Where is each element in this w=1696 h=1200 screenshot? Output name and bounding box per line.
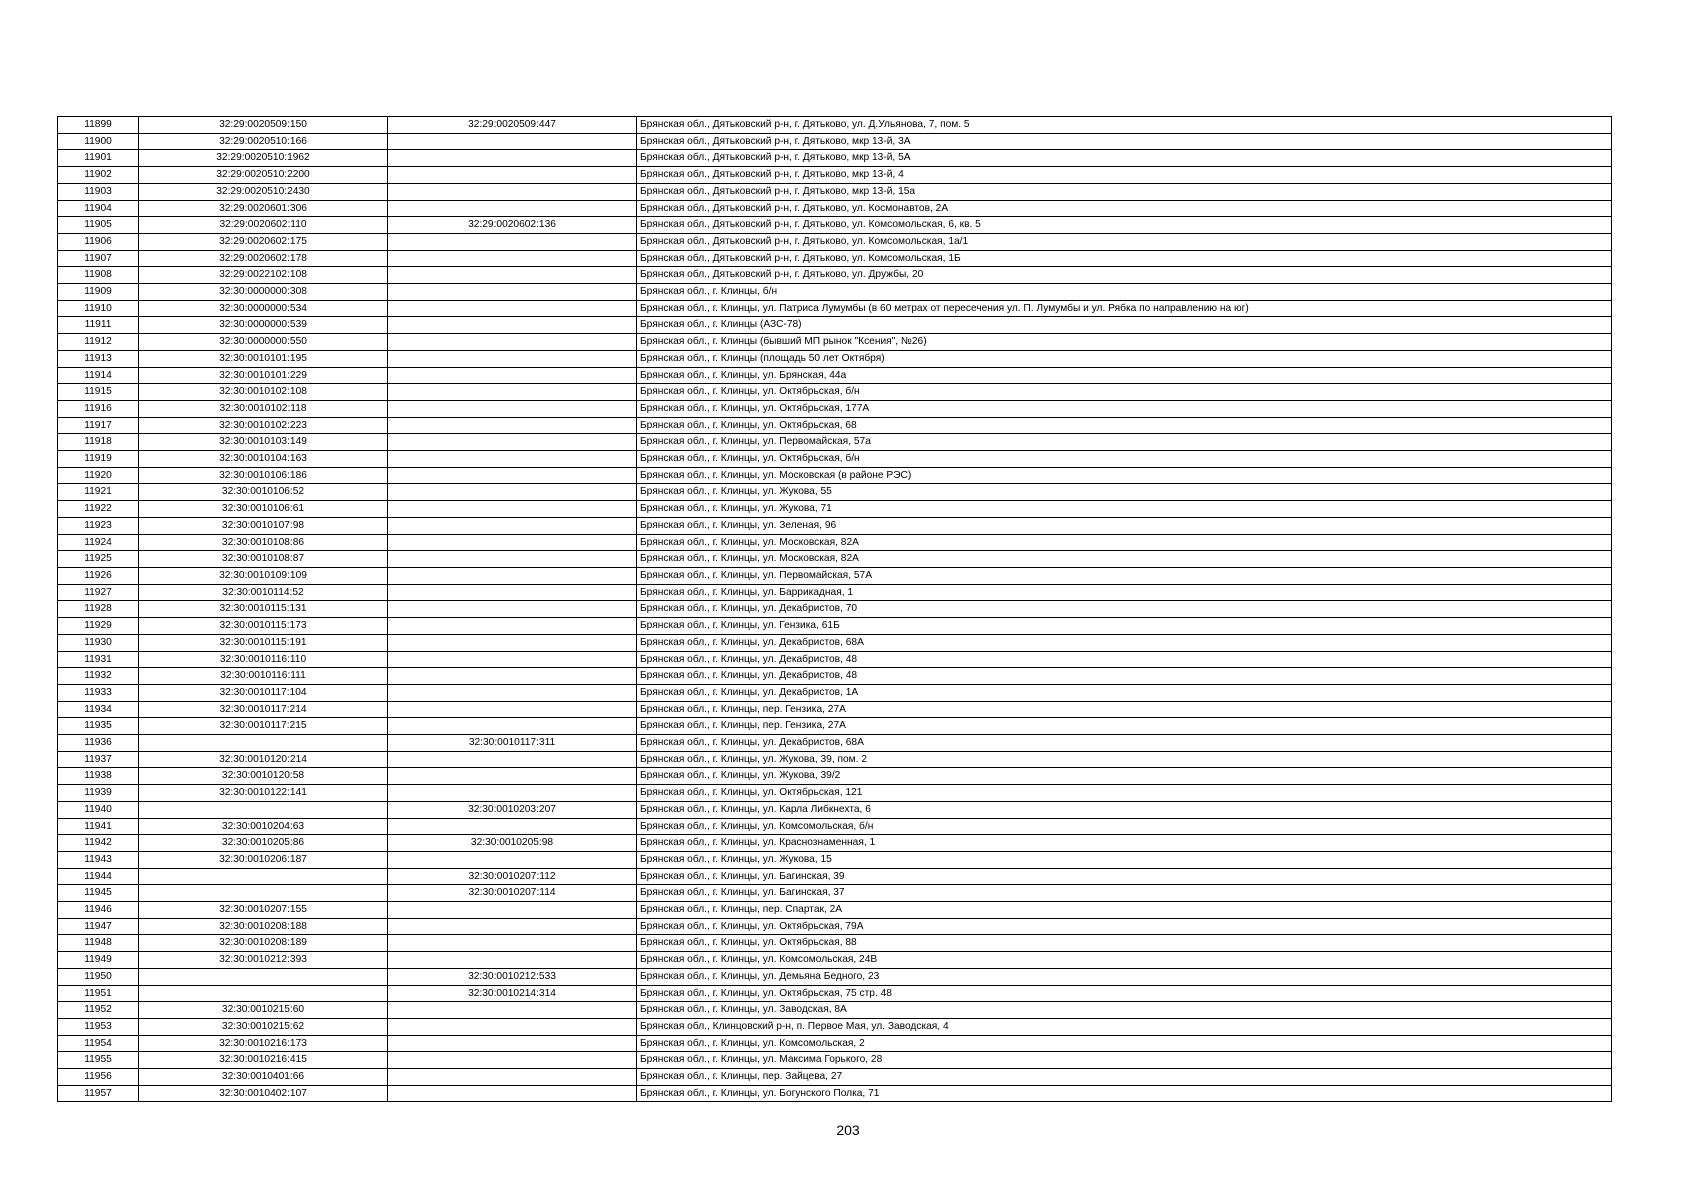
related-cadastral-number-cell xyxy=(388,952,637,969)
row-number-cell: 11927 xyxy=(58,584,139,601)
cadastral-number-cell: 32:29:0020510:2200 xyxy=(139,167,388,184)
cadastral-number-cell xyxy=(139,868,388,885)
table-row xyxy=(58,801,1612,818)
table-row xyxy=(58,534,1612,551)
address-cell: Брянская обл., г. Клинцы, ул. Октябрьская, 88 xyxy=(637,935,1612,952)
related-cadastral-number-cell xyxy=(388,701,637,718)
cadastral-number-cell: 32:30:0010106:186 xyxy=(139,467,388,484)
table-row xyxy=(58,567,1612,584)
address-cell: Брянская обл., г. Клинцы, ул. Октябрьская, 75 стр. 48 xyxy=(637,985,1612,1002)
address-cell: Брянская обл., Дятьковский р-н, г. Дятьково, ул. Дружбы, 20 xyxy=(637,267,1612,284)
address-cell: Брянская обл., Дятьковский р-н, г. Дятьково, ул. Д.Ульянова, 7, пом. 5 xyxy=(637,117,1612,134)
related-cadastral-number-cell: 32:30:0010117:311 xyxy=(388,735,637,752)
row-number-cell: 11940 xyxy=(58,801,139,818)
table-row xyxy=(58,751,1612,768)
table-row xyxy=(58,217,1612,234)
related-cadastral-number-cell: 32:30:0010205:98 xyxy=(388,835,637,852)
table-row xyxy=(58,467,1612,484)
address-cell: Брянская обл., Дятьковский р-н, г. Дятьково, мкр 13-й, 5А xyxy=(637,150,1612,167)
address-cell: Брянская обл., Дятьковский р-н, г. Дятьково, ул. Космонавтов, 2А xyxy=(637,200,1612,217)
address-cell: Брянская обл., г. Клинцы, ул. Карла Либкнехта, 6 xyxy=(637,801,1612,818)
table-row xyxy=(58,651,1612,668)
related-cadastral-number-cell xyxy=(388,634,637,651)
related-cadastral-number-cell: 32:30:0010214:314 xyxy=(388,985,637,1002)
related-cadastral-number-cell xyxy=(388,317,637,334)
cadastral-number-cell: 32:30:0010208:188 xyxy=(139,918,388,935)
related-cadastral-number-cell xyxy=(388,935,637,952)
address-cell: Брянская обл., г. Клинцы, ул. Первомайская, 57А xyxy=(637,567,1612,584)
table-row xyxy=(58,818,1612,835)
address-cell: Брянская обл., г. Клинцы, ул. Декабристов, 48 xyxy=(637,668,1612,685)
cadastral-number-cell: 32:30:0010115:173 xyxy=(139,618,388,635)
related-cadastral-number-cell xyxy=(388,718,637,735)
table-row xyxy=(58,167,1612,184)
cadastral-number-cell: 32:30:0010106:52 xyxy=(139,484,388,501)
row-number-cell: 11909 xyxy=(58,284,139,301)
table-row xyxy=(58,618,1612,635)
row-number-cell: 11945 xyxy=(58,885,139,902)
related-cadastral-number-cell xyxy=(388,1035,637,1052)
table-row xyxy=(58,334,1612,351)
row-number-cell: 11912 xyxy=(58,334,139,351)
table-row xyxy=(58,1085,1612,1102)
address-cell: Брянская обл., г. Клинцы, ул. Жукова, 55 xyxy=(637,484,1612,501)
table-row xyxy=(58,300,1612,317)
address-cell: Брянская обл., г. Клинцы (площадь 50 лет Октября) xyxy=(637,350,1612,367)
row-number-cell: 11900 xyxy=(58,133,139,150)
cadastral-number-cell: 32:30:0010120:214 xyxy=(139,751,388,768)
table-row xyxy=(58,350,1612,367)
table-row xyxy=(58,267,1612,284)
row-number-cell: 11936 xyxy=(58,735,139,752)
address-cell: Брянская обл., г. Клинцы, ул. Московская, 82А xyxy=(637,534,1612,551)
address-cell: Брянская обл., Дятьковский р-н, г. Дятьково, ул. Комсомольская, 1Б xyxy=(637,250,1612,267)
related-cadastral-number-cell xyxy=(388,1069,637,1086)
cadastral-number-cell: 32:30:0010106:61 xyxy=(139,501,388,518)
row-number-cell: 11941 xyxy=(58,818,139,835)
address-cell: Брянская обл., г. Клинцы, пер. Гензика, 27А xyxy=(637,701,1612,718)
address-cell: Брянская обл., г. Клинцы, ул. Московская (в районе РЭС) xyxy=(637,467,1612,484)
related-cadastral-number-cell xyxy=(388,501,637,518)
table-row xyxy=(58,885,1612,902)
table-row xyxy=(58,985,1612,1002)
table-row xyxy=(58,150,1612,167)
related-cadastral-number-cell xyxy=(388,1002,637,1019)
address-cell: Брянская обл., г. Клинцы, ул. Краснознаменная, 1 xyxy=(637,835,1612,852)
row-number-cell: 11903 xyxy=(58,183,139,200)
cadastral-number-cell: 32:30:0000000:550 xyxy=(139,334,388,351)
address-cell: Брянская обл., г. Клинцы, пер. Спартак, 2А xyxy=(637,902,1612,919)
row-number-cell: 11913 xyxy=(58,350,139,367)
row-number-cell: 11918 xyxy=(58,434,139,451)
cadastral-number-cell: 32:30:0010117:104 xyxy=(139,684,388,701)
cadastral-number-cell: 32:30:0010101:195 xyxy=(139,350,388,367)
related-cadastral-number-cell xyxy=(388,785,637,802)
table-row xyxy=(58,250,1612,267)
address-cell: Брянская обл., г. Клинцы, ул. Багинская, 37 xyxy=(637,885,1612,902)
row-number-cell: 11952 xyxy=(58,1002,139,1019)
related-cadastral-number-cell xyxy=(388,233,637,250)
row-number-cell: 11932 xyxy=(58,668,139,685)
address-cell: Брянская обл., г. Клинцы, ул. Патриса Лумумбы (в 60 метрах от пересечения ул. П. Лумумбы и ул. Рябка по направлению на юг) xyxy=(637,300,1612,317)
cadastral-number-cell: 32:29:0020602:178 xyxy=(139,250,388,267)
row-number-cell: 11929 xyxy=(58,618,139,635)
row-number-cell: 11924 xyxy=(58,534,139,551)
cadastral-number-cell: 32:30:0010205:86 xyxy=(139,835,388,852)
table-row xyxy=(58,517,1612,534)
row-number-cell: 11953 xyxy=(58,1018,139,1035)
related-cadastral-number-cell xyxy=(388,367,637,384)
address-cell: Брянская обл., г. Клинцы, ул. Комсомольская, 2 xyxy=(637,1035,1612,1052)
row-number-cell: 11938 xyxy=(58,768,139,785)
row-number-cell: 11956 xyxy=(58,1069,139,1086)
table-row xyxy=(58,918,1612,935)
cadastral-number-cell: 32:29:0020601:306 xyxy=(139,200,388,217)
cadastral-number-cell: 32:30:0010207:155 xyxy=(139,902,388,919)
cadastral-number-cell: 32:30:0010102:118 xyxy=(139,400,388,417)
related-cadastral-number-cell xyxy=(388,434,637,451)
address-cell: Брянская обл., г. Клинцы, пер. Зайцева, 27 xyxy=(637,1069,1612,1086)
row-number-cell: 11905 xyxy=(58,217,139,234)
table-row xyxy=(58,952,1612,969)
table-row xyxy=(58,684,1612,701)
address-cell: Брянская обл., г. Клинцы, ул. Богунского Полка, 71 xyxy=(637,1085,1612,1102)
cadastral-number-cell: 32:30:0010104:163 xyxy=(139,451,388,468)
page-number: 203 xyxy=(836,1122,860,1138)
address-cell: Брянская обл., Дятьковский р-н, г. Дятьково, ул. Комсомольская, 6, кв. 5 xyxy=(637,217,1612,234)
related-cadastral-number-cell xyxy=(388,284,637,301)
cadastral-number-cell: 32:30:0010108:87 xyxy=(139,551,388,568)
related-cadastral-number-cell xyxy=(388,484,637,501)
table-row xyxy=(58,417,1612,434)
address-cell: Брянская обл., г. Клинцы, ул. Декабристов, 68А xyxy=(637,634,1612,651)
related-cadastral-number-cell: 32:29:0020602:136 xyxy=(388,217,637,234)
cadastral-number-cell xyxy=(139,801,388,818)
table-row xyxy=(58,133,1612,150)
table-row xyxy=(58,735,1612,752)
address-cell: Брянская обл., Дятьковский р-н, г. Дятьково, ул. Комсомольская, 1а/1 xyxy=(637,233,1612,250)
related-cadastral-number-cell: 32:30:0010203:207 xyxy=(388,801,637,818)
related-cadastral-number-cell xyxy=(388,400,637,417)
row-number-cell: 11922 xyxy=(58,501,139,518)
address-cell: Брянская обл., г. Клинцы, ул. Баррикадная, 1 xyxy=(637,584,1612,601)
row-number-cell: 11948 xyxy=(58,935,139,952)
table-row xyxy=(58,668,1612,685)
address-cell: Брянская обл., Клинцовский р-н, п. Первое Мая, ул. Заводская, 4 xyxy=(637,1018,1612,1035)
registry-table xyxy=(57,116,1612,1102)
table-row xyxy=(58,1035,1612,1052)
related-cadastral-number-cell xyxy=(388,851,637,868)
related-cadastral-number-cell xyxy=(388,818,637,835)
table-row xyxy=(58,835,1612,852)
related-cadastral-number-cell xyxy=(388,451,637,468)
row-number-cell: 11954 xyxy=(58,1035,139,1052)
row-number-cell: 11955 xyxy=(58,1052,139,1069)
row-number-cell: 11906 xyxy=(58,233,139,250)
registry-table-body xyxy=(58,117,1612,1102)
row-number-cell: 11926 xyxy=(58,567,139,584)
row-number-cell: 11911 xyxy=(58,317,139,334)
address-cell: Брянская обл., г. Клинцы, ул. Октябрьская, б/н xyxy=(637,451,1612,468)
related-cadastral-number-cell xyxy=(388,183,637,200)
row-number-cell: 11914 xyxy=(58,367,139,384)
row-number-cell: 11901 xyxy=(58,150,139,167)
cadastral-number-cell: 32:30:0010401:66 xyxy=(139,1069,388,1086)
cadastral-number-cell: 32:29:0022102:108 xyxy=(139,267,388,284)
cadastral-number-cell: 32:30:0010116:110 xyxy=(139,651,388,668)
table-row xyxy=(58,200,1612,217)
table-row xyxy=(58,484,1612,501)
related-cadastral-number-cell xyxy=(388,651,637,668)
row-number-cell: 11934 xyxy=(58,701,139,718)
table-row xyxy=(58,1002,1612,1019)
cadastral-number-cell: 32:30:0010120:58 xyxy=(139,768,388,785)
address-cell: Брянская обл., г. Клинцы, ул. Октябрьская, 177А xyxy=(637,400,1612,417)
related-cadastral-number-cell xyxy=(388,534,637,551)
cadastral-number-cell: 32:30:0000000:308 xyxy=(139,284,388,301)
related-cadastral-number-cell xyxy=(388,200,637,217)
cadastral-number-cell: 32:30:0010115:131 xyxy=(139,601,388,618)
row-number-cell: 11925 xyxy=(58,551,139,568)
related-cadastral-number-cell xyxy=(388,350,637,367)
table-row xyxy=(58,434,1612,451)
table-row xyxy=(58,551,1612,568)
address-cell: Брянская обл., г. Клинцы, ул. Декабристов, 70 xyxy=(637,601,1612,618)
row-number-cell: 11944 xyxy=(58,868,139,885)
table-row xyxy=(58,851,1612,868)
row-number-cell: 11946 xyxy=(58,902,139,919)
row-number-cell: 11908 xyxy=(58,267,139,284)
related-cadastral-number-cell xyxy=(388,1018,637,1035)
related-cadastral-number-cell xyxy=(388,1052,637,1069)
related-cadastral-number-cell xyxy=(388,918,637,935)
cadastral-number-cell: 32:29:0020602:175 xyxy=(139,233,388,250)
related-cadastral-number-cell: 32:29:0020509:447 xyxy=(388,117,637,134)
related-cadastral-number-cell xyxy=(388,467,637,484)
cadastral-number-cell: 32:29:0020510:2430 xyxy=(139,183,388,200)
table-row xyxy=(58,183,1612,200)
related-cadastral-number-cell xyxy=(388,517,637,534)
related-cadastral-number-cell xyxy=(388,384,637,401)
address-cell: Брянская обл., г. Клинцы, ул. Октябрьская, 68 xyxy=(637,417,1612,434)
cadastral-number-cell: 32:30:0010402:107 xyxy=(139,1085,388,1102)
row-number-cell: 11950 xyxy=(58,968,139,985)
cadastral-number-cell: 32:30:0010101:229 xyxy=(139,367,388,384)
address-cell: Брянская обл., г. Клинцы (бывший МП рынок "Ксения", №26) xyxy=(637,334,1612,351)
address-cell: Брянская обл., г. Клинцы, ул. Брянская, 44а xyxy=(637,367,1612,384)
cadastral-number-cell: 32:29:0020510:166 xyxy=(139,133,388,150)
row-number-cell: 11907 xyxy=(58,250,139,267)
table-row xyxy=(58,451,1612,468)
table-row xyxy=(58,785,1612,802)
table-row xyxy=(58,935,1612,952)
address-cell: Брянская обл., г. Клинцы, ул. Первомайская, 57а xyxy=(637,434,1612,451)
row-number-cell: 11939 xyxy=(58,785,139,802)
address-cell: Брянская обл., Дятьковский р-н, г. Дятьково, мкр 13-й, 15а xyxy=(637,183,1612,200)
cadastral-number-cell xyxy=(139,735,388,752)
row-number-cell: 11916 xyxy=(58,400,139,417)
related-cadastral-number-cell xyxy=(388,684,637,701)
table-row xyxy=(58,384,1612,401)
row-number-cell: 11921 xyxy=(58,484,139,501)
table-row xyxy=(58,400,1612,417)
row-number-cell: 11920 xyxy=(58,467,139,484)
cadastral-number-cell: 32:30:0010114:52 xyxy=(139,584,388,601)
cadastral-number-cell: 32:30:0010204:63 xyxy=(139,818,388,835)
address-cell: Брянская обл., Дятьковский р-н, г. Дятьково, мкр 13-й, 4 xyxy=(637,167,1612,184)
related-cadastral-number-cell xyxy=(388,601,637,618)
cadastral-number-cell xyxy=(139,885,388,902)
row-number-cell: 11933 xyxy=(58,684,139,701)
address-cell: Брянская обл., г. Клинцы, ул. Комсомольская, 24В xyxy=(637,952,1612,969)
related-cadastral-number-cell xyxy=(388,267,637,284)
table-row xyxy=(58,1018,1612,1035)
table-row xyxy=(58,768,1612,785)
address-cell: Брянская обл., г. Клинцы, ул. Жукова, 39/2 xyxy=(637,768,1612,785)
cadastral-number-cell: 32:29:0020510:1962 xyxy=(139,150,388,167)
table-row xyxy=(58,902,1612,919)
row-number-cell: 11902 xyxy=(58,167,139,184)
related-cadastral-number-cell xyxy=(388,751,637,768)
table-row xyxy=(58,501,1612,518)
address-cell: Брянская обл., г. Клинцы, ул. Декабристов, 48 xyxy=(637,651,1612,668)
row-number-cell: 11943 xyxy=(58,851,139,868)
cadastral-number-cell: 32:29:0020602:110 xyxy=(139,217,388,234)
row-number-cell: 11942 xyxy=(58,835,139,852)
table-row xyxy=(58,634,1612,651)
row-number-cell: 11917 xyxy=(58,417,139,434)
related-cadastral-number-cell: 32:30:0010212:533 xyxy=(388,968,637,985)
related-cadastral-number-cell xyxy=(388,300,637,317)
address-cell: Брянская обл., г. Клинцы, ул. Октябрьская, б/н xyxy=(637,384,1612,401)
cadastral-number-cell: 32:29:0020509:150 xyxy=(139,117,388,134)
cadastral-number-cell: 32:30:0010108:86 xyxy=(139,534,388,551)
table-row xyxy=(58,1052,1612,1069)
cadastral-number-cell xyxy=(139,985,388,1002)
row-number-cell: 11937 xyxy=(58,751,139,768)
cadastral-number-cell: 32:30:0010117:215 xyxy=(139,718,388,735)
table-row xyxy=(58,868,1612,885)
table-row xyxy=(58,584,1612,601)
cadastral-number-cell: 32:30:0010109:109 xyxy=(139,567,388,584)
related-cadastral-number-cell xyxy=(388,167,637,184)
address-cell: Брянская обл., г. Клинцы, ул. Жукова, 71 xyxy=(637,501,1612,518)
table-row xyxy=(58,117,1612,134)
row-number-cell: 11923 xyxy=(58,517,139,534)
row-number-cell: 11949 xyxy=(58,952,139,969)
related-cadastral-number-cell xyxy=(388,334,637,351)
address-cell: Брянская обл., г. Клинцы, ул. Жукова, 39, пом. 2 xyxy=(637,751,1612,768)
row-number-cell: 11930 xyxy=(58,634,139,651)
row-number-cell: 11957 xyxy=(58,1085,139,1102)
cadastral-number-cell: 32:30:0010206:187 xyxy=(139,851,388,868)
related-cadastral-number-cell: 32:30:0010207:114 xyxy=(388,885,637,902)
address-cell: Брянская обл., г. Клинцы, ул. Московская, 82А xyxy=(637,551,1612,568)
related-cadastral-number-cell xyxy=(388,567,637,584)
cadastral-number-cell: 32:30:0010215:62 xyxy=(139,1018,388,1035)
cadastral-number-cell: 32:30:0010208:189 xyxy=(139,935,388,952)
cadastral-number-cell: 32:30:0010215:60 xyxy=(139,1002,388,1019)
address-cell: Брянская обл., г. Клинцы, ул. Октябрьская, 121 xyxy=(637,785,1612,802)
related-cadastral-number-cell xyxy=(388,902,637,919)
address-cell: Брянская обл., г. Клинцы, ул. Максима Горького, 28 xyxy=(637,1052,1612,1069)
address-cell: Брянская обл., г. Клинцы, ул. Комсомольская, б/н xyxy=(637,818,1612,835)
related-cadastral-number-cell xyxy=(388,551,637,568)
table-row xyxy=(58,701,1612,718)
address-cell: Брянская обл., г. Клинцы, б/н xyxy=(637,284,1612,301)
table-row xyxy=(58,718,1612,735)
related-cadastral-number-cell xyxy=(388,668,637,685)
row-number-cell: 11928 xyxy=(58,601,139,618)
address-cell: Брянская обл., г. Клинцы, ул. Декабристов, 68А xyxy=(637,735,1612,752)
related-cadastral-number-cell xyxy=(388,417,637,434)
address-cell: Брянская обл., г. Клинцы, ул. Зеленая, 96 xyxy=(637,517,1612,534)
cadastral-number-cell: 32:30:0000000:534 xyxy=(139,300,388,317)
address-cell: Брянская обл., г. Клинцы, ул. Жукова, 15 xyxy=(637,851,1612,868)
address-cell: Брянская обл., г. Клинцы, ул. Заводская, 8А xyxy=(637,1002,1612,1019)
related-cadastral-number-cell: 32:30:0010207:112 xyxy=(388,868,637,885)
cadastral-number-cell: 32:30:0010212:393 xyxy=(139,952,388,969)
address-cell: Брянская обл., г. Клинцы, ул. Гензика, 61Б xyxy=(637,618,1612,635)
address-cell: Брянская обл., г. Клинцы, ул. Октябрьская, 79А xyxy=(637,918,1612,935)
cadastral-number-cell: 32:30:0010116:111 xyxy=(139,668,388,685)
row-number-cell: 11931 xyxy=(58,651,139,668)
row-number-cell: 11899 xyxy=(58,117,139,134)
cadastral-number-cell: 32:30:0010216:415 xyxy=(139,1052,388,1069)
address-cell: Брянская обл., Дятьковский р-н, г. Дятьково, мкр 13-й, 3А xyxy=(637,133,1612,150)
row-number-cell: 11915 xyxy=(58,384,139,401)
related-cadastral-number-cell xyxy=(388,250,637,267)
cadastral-number-cell: 32:30:0010102:223 xyxy=(139,417,388,434)
address-cell: Брянская обл., г. Клинцы, ул. Багинская, 39 xyxy=(637,868,1612,885)
cadastral-number-cell: 32:30:0010122:141 xyxy=(139,785,388,802)
address-cell: Брянская обл., г. Клинцы, ул. Демьяна Бедного, 23 xyxy=(637,968,1612,985)
related-cadastral-number-cell xyxy=(388,1085,637,1102)
row-number-cell: 11951 xyxy=(58,985,139,1002)
cadastral-number-cell: 32:30:0000000:539 xyxy=(139,317,388,334)
table-row xyxy=(58,233,1612,250)
address-cell: Брянская обл., г. Клинцы (АЗС-78) xyxy=(637,317,1612,334)
address-cell: Брянская обл., г. Клинцы, ул. Декабристов, 1А xyxy=(637,684,1612,701)
table-row xyxy=(58,968,1612,985)
row-number-cell: 11935 xyxy=(58,718,139,735)
related-cadastral-number-cell xyxy=(388,618,637,635)
cadastral-number-cell: 32:30:0010216:173 xyxy=(139,1035,388,1052)
table-row xyxy=(58,317,1612,334)
row-number-cell: 11947 xyxy=(58,918,139,935)
address-cell: Брянская обл., г. Клинцы, пер. Гензика, 27А xyxy=(637,718,1612,735)
cadastral-number-cell: 32:30:0010117:214 xyxy=(139,701,388,718)
table-row xyxy=(58,284,1612,301)
cadastral-number-cell xyxy=(139,968,388,985)
cadastral-number-cell: 32:30:0010115:191 xyxy=(139,634,388,651)
cadastral-number-cell: 32:30:0010102:108 xyxy=(139,384,388,401)
cadastral-number-cell: 32:30:0010107:98 xyxy=(139,517,388,534)
related-cadastral-number-cell xyxy=(388,150,637,167)
table-row xyxy=(58,601,1612,618)
table-row xyxy=(58,1069,1612,1086)
row-number-cell: 11910 xyxy=(58,300,139,317)
related-cadastral-number-cell xyxy=(388,768,637,785)
related-cadastral-number-cell xyxy=(388,133,637,150)
table-row xyxy=(58,367,1612,384)
row-number-cell: 11919 xyxy=(58,451,139,468)
cadastral-number-cell: 32:30:0010103:149 xyxy=(139,434,388,451)
related-cadastral-number-cell xyxy=(388,584,637,601)
row-number-cell: 11904 xyxy=(58,200,139,217)
